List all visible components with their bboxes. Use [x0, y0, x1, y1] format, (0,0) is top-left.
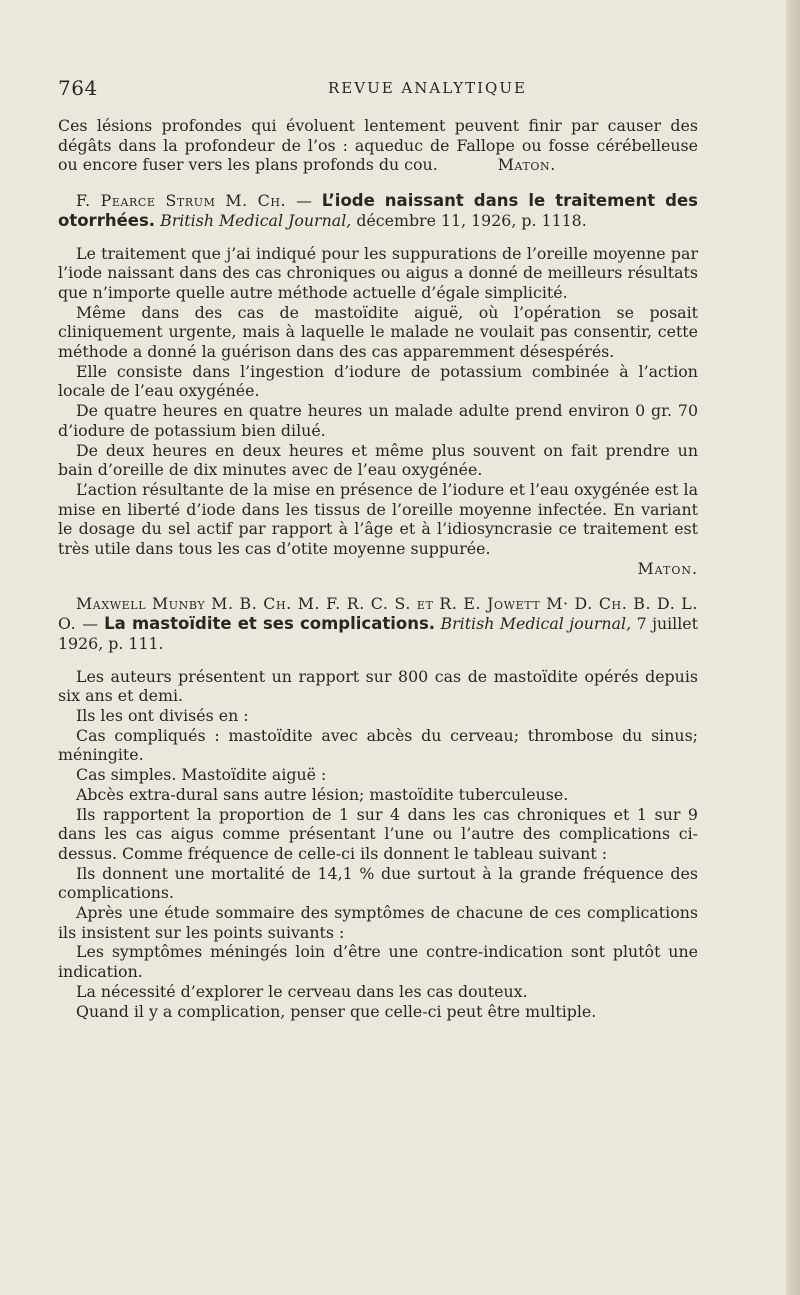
- article2-paragraph: Les auteurs présentent un rapport sur 800 cas de mastoïdite opérés depuis six ans et demi.: [58, 666, 698, 706]
- article1-title: L’iode naissant dans le traitement des otorrhées.: [58, 191, 698, 230]
- article2-authors: Maxwell Munby M. B. Ch. M. F. R. C. S. et R. E. Jowett M· D. Ch. B. D. L. O. —: [58, 594, 698, 634]
- article1-paragraph: Le traitement que j’ai indiqué pour les suppurations de l’oreille moyenne par l’iode naissant dans des cas chroniques ou aigus a donné de meilleurs résultats que n’importe quelle autre méthode actuelle d’égale simplicité.: [58, 243, 698, 302]
- page-number: 764: [58, 76, 98, 100]
- article2-paragraph: Ils rapportent la proportion de 1 sur 4 dans les cas chroniques et 1 sur 9 dans les cas aigus comme présentant l’une ou l’autre des complications ci-dessus. Comme fréquence de celle-ci ils donnent le tableau suivant :: [58, 804, 698, 863]
- article2-paragraph: Quand il y a complication, penser que celle-ci peut être multiple.: [76, 1001, 597, 1021]
- article-body: [58, 116, 698, 1021]
- article2-paragraph: Abcès extra-dural sans autre lésion; mastoïdite tuberculeuse.: [76, 784, 569, 804]
- article2-paragraph: La nécessité d’explorer le cerveau dans les cas douteux.: [76, 981, 528, 1001]
- article1-paragraph: Même dans des cas de mastoïdite aiguë, où l’opération se posait cliniquement urgente, mais à laquelle le malade ne voulait pas consentir, cette méthode a donné la guérison dans des cas apparemment désespérés.: [58, 302, 698, 362]
- article2-paragraph: Après une étude sommaire des symptômes de chacune de ces complications ils insistent sur les points suivants :: [58, 903, 698, 942]
- article2-paragraph: Ils donnent une mortalité de 14,1 % due surtout à la grande fréquence des complications.: [58, 863, 698, 903]
- article2-citation: 7 juillet 1926, p. 111.: [58, 614, 698, 653]
- article2-paragraph: Les symptômes méningés loin d’être une contre-indication sont plutôt une indication.: [58, 942, 698, 982]
- running-title: REVUE ANALYTIQUE: [328, 79, 527, 97]
- article2-heading: [58, 594, 698, 653]
- article2-title: La mastoïdite et ses complications.: [104, 614, 436, 634]
- article1-signature: Maton.: [637, 558, 698, 578]
- article1-citation: décembre 11, 1926, p. 1118.: [356, 210, 587, 230]
- article1-paragraph: L’action résultante de la mise en présence de l’iodure et l’eau oxygénée est la mise en liberté d’iode dans les tissus de l’oreille moyenne infectée. En variant le dosage du sel actif par rapport à l’âge et à l’idiosyncrasie ce traitement est très utile dans tous les cas d’otite moyenne suppurée.: [58, 479, 698, 559]
- article2-paragraph: Ils les ont divisés en :: [76, 705, 249, 725]
- article2-paragraph: Cas compliqués : mastoïdite avec abcès du cerveau; thrombose du sinus; méningite.: [58, 725, 698, 765]
- article2-journal: British Medical journal,: [440, 614, 632, 634]
- page-edge-shadow: [786, 0, 800, 1295]
- article1-signature-line: [58, 559, 698, 579]
- article1-paragraph: Elle consiste dans l’ingestion d’iodure de potassium combinée à l’action locale de l’eau oxygénée.: [58, 361, 698, 401]
- article1-authors: F. Pearce Strum M. Ch. —: [76, 191, 313, 211]
- article1-paragraph: De quatre heures en quatre heures un malade adulte prend environ 0 gr. 70 d’iodure de potassium bien dilué.: [58, 401, 698, 440]
- intro-signature: Maton.: [497, 155, 556, 175]
- article2-paragraph: Cas simples. Mastoïdite aiguë :: [76, 765, 327, 785]
- article1-heading: [58, 191, 698, 230]
- article1-journal: British Medical Journal,: [160, 210, 352, 230]
- intro-paragraph: Ces lésions profondes qui évoluent lentement peuvent finir par causer des dégâts dans la profondeur de l’os : aqueduc de Fallope ou fosse cérébelleuse ou encore fuser vers les plans profonds du cou. Maton.: [58, 116, 698, 175]
- page-header: [58, 76, 698, 100]
- article1-paragraph: De deux heures en deux heures et même plus souvent on fait prendre un bain d’oreille de dix minutes avec de l’eau oxygénée.: [58, 440, 698, 480]
